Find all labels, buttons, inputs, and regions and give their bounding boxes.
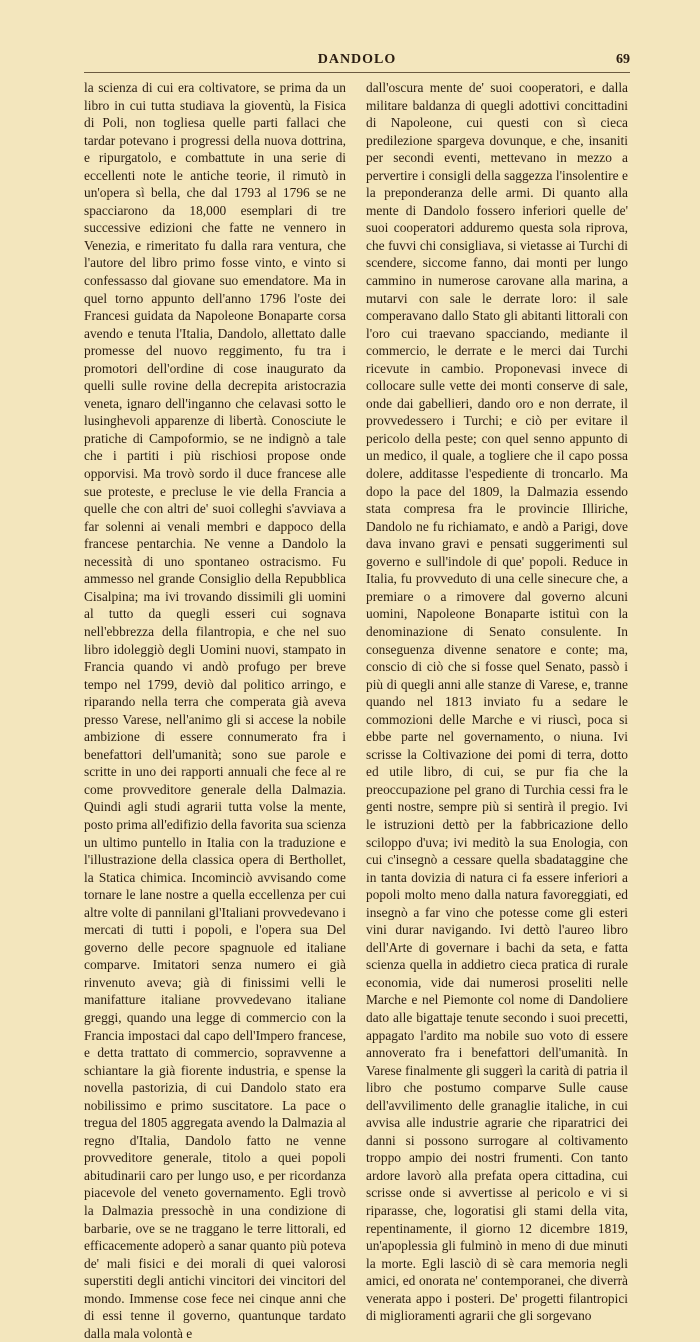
- right-column-text: dall'oscura mente de' suoi cooperatori, e dalla militare baldanza di quegli adottivi concittadini di Napoleone, cui questi con sì cieca predilezione spargeva dovunque, e che, insaniti per secondi eventi, mettevano in mezzo a pervertire i consigli della saggezza l'insolentire e la preponderanza delle armi. Di quanto alla mente di Dandolo fossero inferiori quelle de' suoi cooperatori adduremo questa sola riprova, che fuvvi chi consigliava, si vietasse ai Turchi di scendere, siccome fanno, dai monti per lungo cammino in numerose carovane alla marina, a mutarvi con sale le derrate loro: il sale comperavano dallo Stato gli abitanti littorali con l'oro cui traevano spacciando, mediante il commercio, le derrate e le merci dai Turchi ricevute in cambio. Proponevasi invece di collocare sulle vette dei monti conserve di sale, onde dai gabellieri, dando oro e non derrate, il provvedessero i Turchi; e ciò per evitare il pericolo della peste; con quel senno appunto di un medico, il quale, a togliere che il capo possa dolere, additasse l'espediente di troncarlo. Ma dopo la pace del 1809, la Dalmazia essendo stata compresa fra le provincie Illiriche, Dandolo ne fu richiamato, e andò a Parigi, dove dava invano gravi e pensati suggerimenti sul governo e sull'indole di que' popoli. Reduce in Italia, fu provveduto di una celle sinecure che, a premiare o a rimovere dal governo alcuni uomini, Napoleone Bonaparte istituì con la denominazione di Senato consulente. In conseguenza divenne senatore e conte; ma, conscio di ciò che si fosse quel Senato, passò i più di quegli anni alle stanze di Varese, e, tranne quando nel 1813 inviato fu a sedare le commozioni delle Marche e vi riuscì, poca si ebbe parte nel governamento, o niuna. Ivi scrisse la Coltivazione dei pomi di terra, dotto ed utile libro, di cui, se pur fia che la preoccupazione pel grano di Turchia cessi fra le genti nostre, sempre più si sentirà il pregio. Ivi le istruzioni dettò per la fabbricazione dello sciloppo d'uva; ivi meditò la sua Enologia, con cui c'insegnò a cessare quella sbadataggine che in tanta dovizia di natura ci fa essere inferiori a popoli molto meno dalla natura favoreggiati, ed insegnò a far vino che potesse come gli esteri vini durar navigando. Ivi dettò l'aureo libro dell'Arte di governare i bachi da seta, e fatta scienza quella in addietro cieca pratica di rurale economia, vide dai numerosi proseliti nelle Marche e nel Piemonte col nome di Dandoliere dato alle bigattaje tenute secondo i suoi precetti, appagato l'ardito ma nobile suo voto di essere annoverato fra i benefattori dell'umanità. In Varese finalmente gli suggerì la carità di patria il libro che postumo comparve Sulle cause dell'avvilimento delle granaglie italiche, in cui avvisa alle industrie agrarie che riparatrici dei danni si possono surrogare al coltivamento troppo ampio dei nostri frumenti. Con tanto ardore lavorò alla prefata opera cittadina, cui scrisse onde si avvertisse al pericolo e vi si riparasse, che, logoratisi gli stami della vita, repentinamente, il giorno 12 dicembre 1819, un'apoplessia gli fulminò in meno di due minuti la morte. Egli lasciò di sè cara memoria negli amici, ed onorata ne' contemporanei, che diverrà venerata appo i posteri. De' progetti filantropici di miglioramenti agrarii che gli sorgevano: [366, 80, 628, 1324]
- page-header: [84, 52, 630, 73]
- left-column: [84, 79, 346, 1342]
- page-number: 69: [616, 52, 630, 67]
- right-column: [366, 79, 628, 1325]
- left-column-text: la scienza di cui era coltivatore, se prima da un libro in cui tutta studiava la gioventù, la Fisica di Poli, non togliesa quelle parti fallaci che tardar potevano i progressi della nuova dottrina, e ripurgatolo, e combattute in una serie di eccellenti note le antiche teorie, il rimutò in un'opera sì bella, che dal 1793 al 1796 se ne spacciarono da 18,000 esemplari di tre successive edizioni che fatte ne vennero in Venezia, e rimeritato fu dalla rara ventura, che l'autore del libro primo fosse vinto, e vinto si confessasso dal giovane suo emendatore. Ma in quel torno appunto dell'anno 1796 l'oste dei Francesi guidata da Napoleone Bonaparte corsa avendo e tenuta l'Italia, Dandolo, allettato dalle promesse del nuovo reggimento, fu tra i promotori dell'ordine di cose inaugurato da quelli sulle rovine della decrepita aristocrazia veneta, ignaro dell'inganno che celavasi sotto le lusinghevoli apparenze di libertà. Conosciute le pratiche di Campoformio, se ne indignò a tale che i partiti i più rischiosi propose onde opporvisi. Ma trovò sordo il duce francese alle sue proteste, e precluse le vie della Francia a quelle che con altri de' suoi colleghi s'avviava a far solenni ai venali membri e dappoco della francese pentarchia. Ne venne a Dandolo la necessità di uno spontaneo ostracismo. Fu ammesso nel grande Consiglio della Repubblica Cisalpina; ma ivi trovando dissimili gli uomini al tutto da quegli esseri cui sognava nell'ebbrezza della filantropia, e che nel suo libro idoleggiò degli Uomini nuovi, stampato in Francia quando vi andò profugo per breve tempo nel 1799, deviò dal politico arringo, e riparando nella terra che comperata già aveva presso Varese, nell'animo gli si accese la nobile ambizione di essere connumerato fra i benefattori dell'umanità; sono sue parole e scritte in uno dei rapporti annuali che fece al re come provveditore generale della Dalmazia. Quindi agli studi agrarii tutta volse la mente, posto prima all'edifizio della favorita sua scienza un ultimo puntello in Italia con la traduzione e l'illustrazione della classica opera di Berthollet, la Statica chimica. Incominciò avvisando come tornare le lane nostre a quella eccellenza per cui altre volte di pannilani gl'Italiani provvedevano i mercati di tutti i popoli, e l'opera sua Del governo delle pecore spagnuole ed italiane comparve. Imitatori senza numero ei già rinvenuto aveva; già di finissimi velli le manifatture italiane provvedevano italiane greggi, quando una legge di commercio con la Francia impostaci dal capo dell'Impero francese, e detta trattato di commercio, sopravvenne a schiantare la già fiorente industria, e spense la novella pastorizia, di cui Dandolo stato era nobilissimo e primo suscitatore. La pace o tregua del 1805 aggregata avendo la Dalmazia al regno d'Italia, Dandolo fatto ne venne provveditore generale, titolo a quei popoli abitudinarii caro per lungo uso, e per ricordanza piacevole del veneto governamento. Egli trovò la Dalmazia pressochè in una condizione di barbarie, ove se ne traggano le terre littorali, ed efficacemente adoperò a sanar quanto più poteva de' mali fisici e dei morali di quei valorosi superstiti degli antichi vincitori dei vincitori del mondo. Immense cose fece nei cinque anni che di essi tenne il governo, quantunque tardato dalla mala volontà e: [84, 80, 346, 1341]
- running-head: DANDOLO: [317, 52, 397, 67]
